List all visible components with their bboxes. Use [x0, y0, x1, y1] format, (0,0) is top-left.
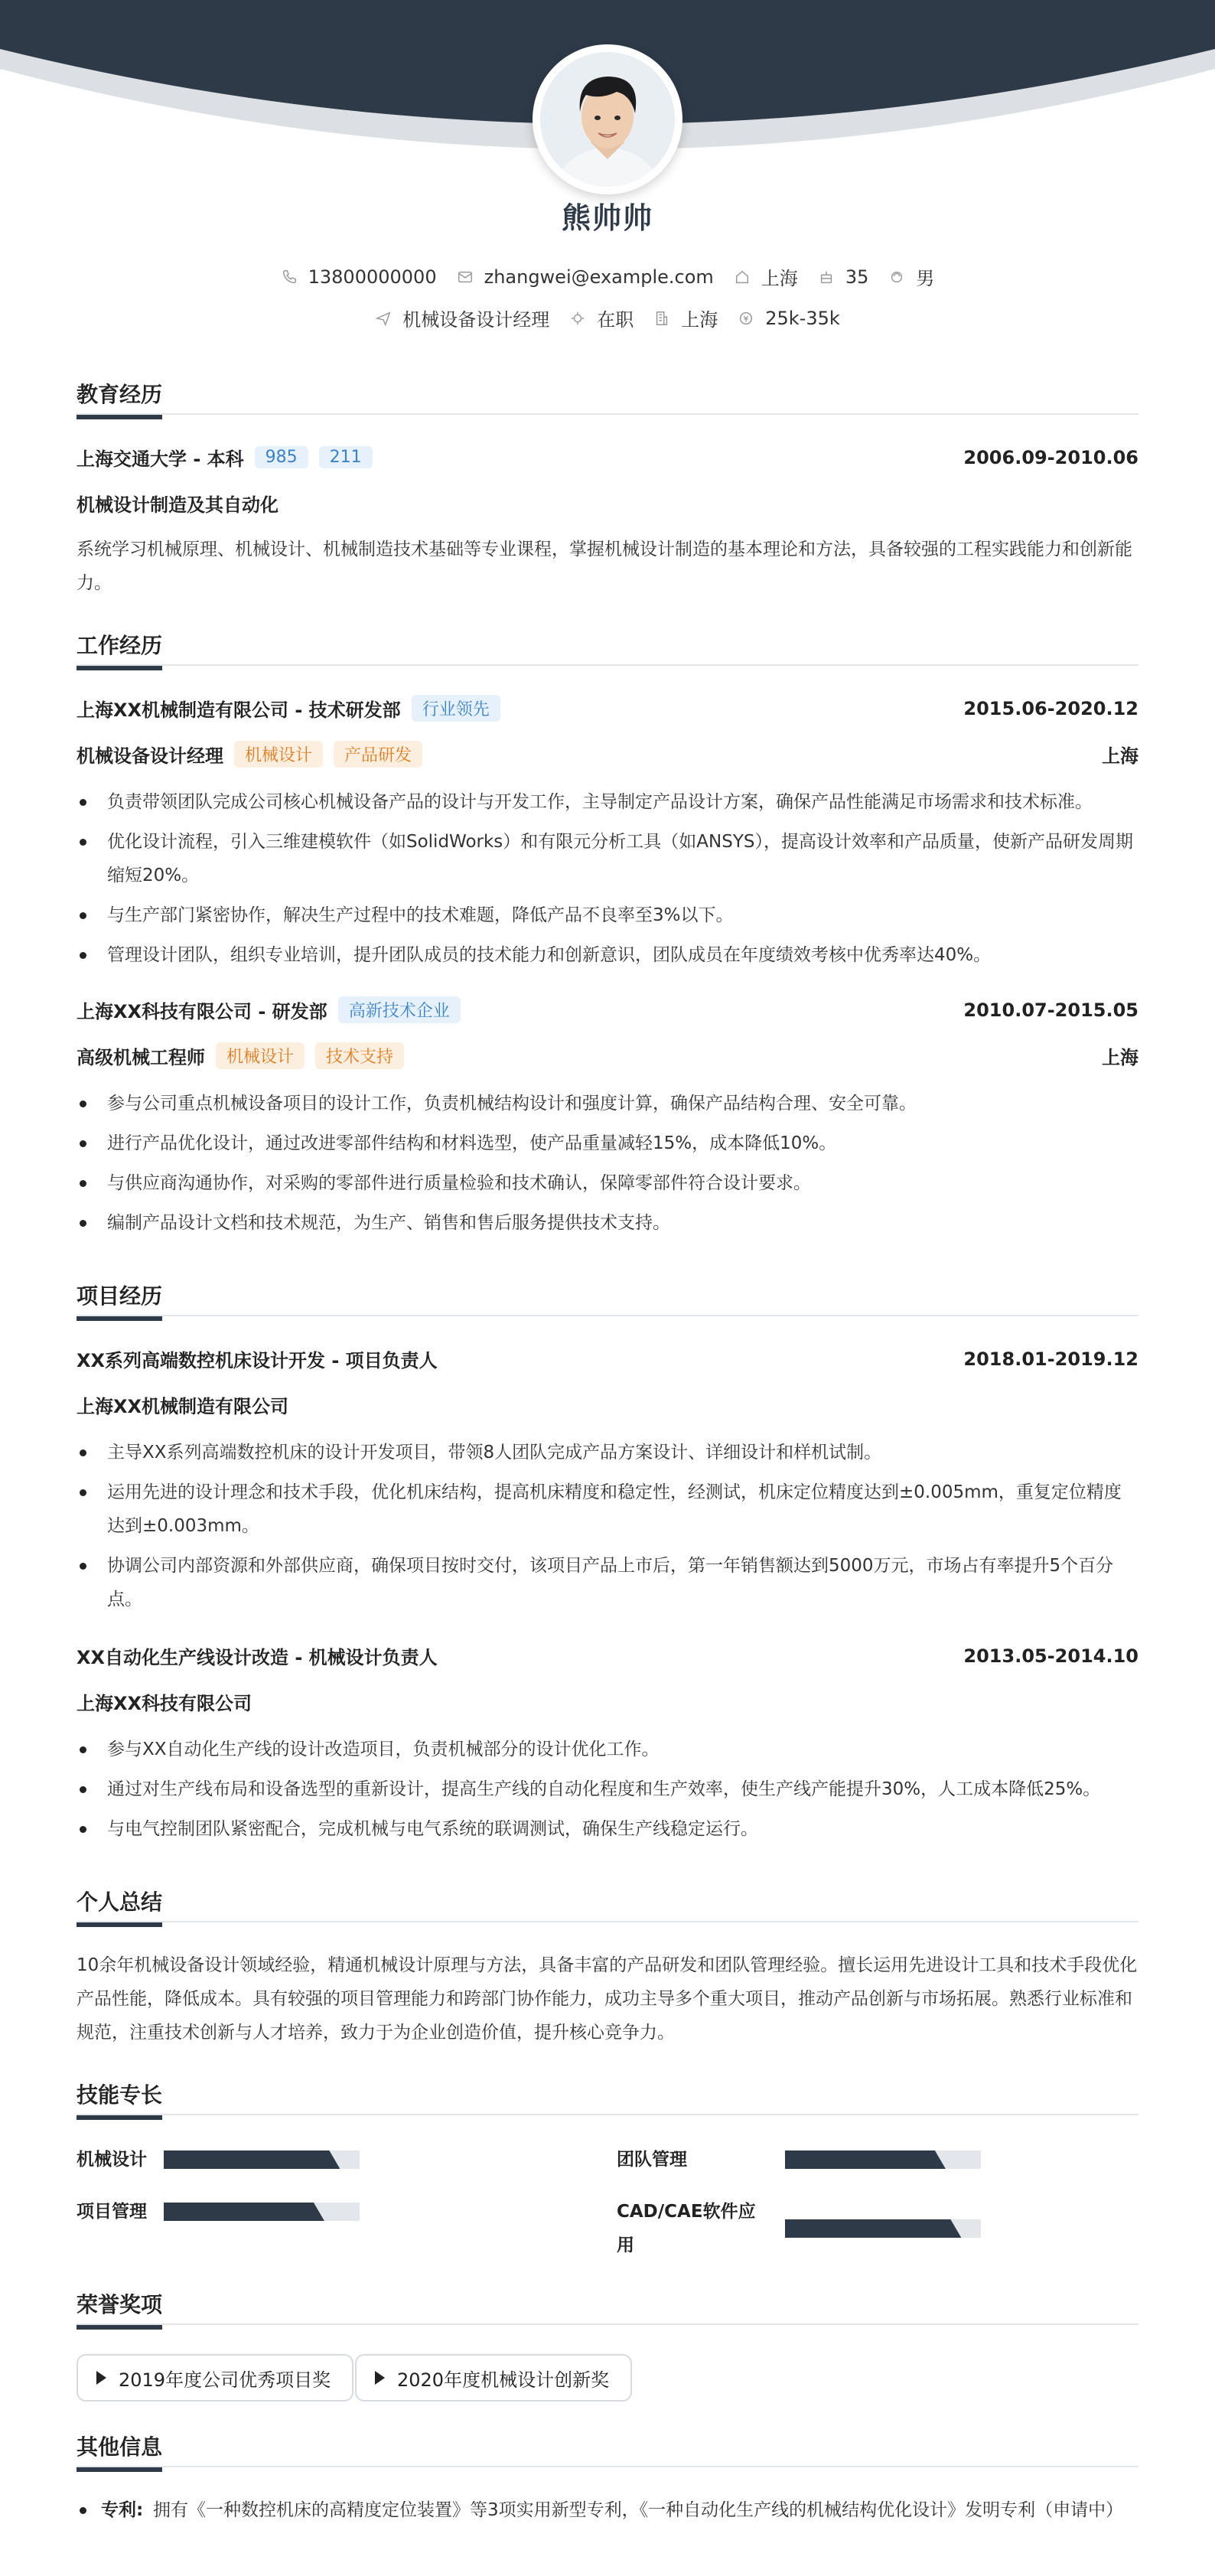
skill-bar-fill: [785, 2219, 961, 2238]
phone-text: 13800000000: [308, 266, 437, 288]
other-info: [77, 2493, 1138, 2527]
section-projects-title: 项目经历: [77, 1280, 1138, 1316]
project-title-row: [77, 1345, 1138, 1372]
bullet-dot: [80, 2507, 86, 2514]
list-item: 参与公司重点机械设备项目的设计工作，负责机械结构设计和强度计算，确保产品结构合理、安全可靠。: [77, 1087, 1138, 1120]
status-text: 在职: [597, 309, 634, 331]
summary-text: 10余年机械设备设计领域经验，精通机械设计原理与方法，具备丰富的产品研发和团队管理经验。擅长运用先进设计工具和技术手段优化产品性能，降低成本。具有较强的项目管理能力和跨部门协作能力，成功主导多个重大项目，推动产品创新与市场拓展。熟悉行业标准和规范，注重技术创新与人才培养，致力于为企业创造价值，提升核心竞争力。: [77, 1955, 1138, 2043]
job-intent-text: 机械设备设计经理: [402, 309, 550, 331]
project-period: 2013.05-2014.10: [963, 1645, 1138, 1667]
company-badge: 行业领先: [412, 695, 500, 722]
list-item: 主导XX系列高端数控机床的设计开发项目，带领8人团队完成产品方案设计、详细设计和样机试制。: [77, 1436, 1138, 1469]
location-text: 上海: [761, 268, 798, 289]
award-chip: [77, 2354, 353, 2402]
list-item: 运用先进的设计理念和技术手段，优化机床结构，提高机床精度和稳定性，经测试，机床定位精度达到±0.005mm，重复定位精度达到±0.003mm。: [77, 1475, 1138, 1543]
gender-text: 男: [916, 268, 935, 289]
list-item: 通过对生产线布局和设备选型的重新设计，提高生产线的自动化程度和生产效率，使生产线产能提升30%，人工成本降低25%。: [77, 1772, 1138, 1806]
project-bullets: [77, 1733, 1138, 1852]
list-item: 协调公司内部资源和外部供应商，确保项目按时交付，该项目产品上市后，第一年销售额达到5000万元，市场占有率提升5个百分点。: [77, 1549, 1138, 1616]
skill-name: 团队管理: [617, 2150, 687, 2170]
major: 机械设计制造及其自动化: [77, 494, 279, 516]
work-city: 上海: [1102, 745, 1138, 767]
education-desc: 系统学习机械原理、机械设计、机械制造技术基础等专业课程，掌握机械设计制造的基本理论和方法，具备较强的工程实践能力和创新能力。: [77, 540, 1132, 593]
age-icon: [818, 269, 835, 285]
section-other-title: 其他信息: [77, 2431, 1138, 2467]
skill-bar-fill: [164, 2203, 324, 2221]
work-period: 2015.06-2020.12: [963, 697, 1138, 719]
gender-icon: [888, 269, 905, 285]
work-bullets: [77, 1087, 1138, 1246]
work-company-row: [77, 695, 1138, 722]
salary-text: 25k-35k: [765, 307, 840, 329]
award-label: 2020年度机械设计创新奖: [397, 2369, 610, 2391]
work-role: 高级机械工程师: [77, 1047, 205, 1068]
project-bullets: [77, 1436, 1138, 1622]
school-tag: 211: [319, 446, 373, 468]
project-company: 上海XX机械制造有限公司: [77, 1396, 289, 1417]
education-header: [77, 444, 1138, 471]
project-company-row: [77, 1688, 1138, 1715]
avatar-frame: [533, 44, 682, 194]
city-text: 上海: [681, 309, 718, 331]
status-icon: [569, 310, 586, 327]
list-item: 与电气控制团队紧密配合，完成机械与电气系统的联调测试，确保生产线稳定运行。: [77, 1812, 1138, 1846]
skill-item: [617, 2195, 1091, 2262]
school-name: 上海交通大学 - 本科: [77, 448, 244, 470]
section-work-title: 工作经历: [77, 629, 1138, 666]
other-text: 拥有《一种数控机床的高精度定位装置》等3项实用新型专利，《一种自动化生产线的机械结构优化设计》发明专利（申请中）: [153, 2500, 1124, 2520]
contact-row: [0, 263, 1215, 290]
work-role-row: [77, 741, 1138, 768]
education-period: 2006.09-2010.06: [963, 446, 1138, 468]
awards-list: [77, 2354, 1138, 2403]
role-tag: 技术支持: [315, 1042, 404, 1069]
skill-name: 项目管理: [77, 2202, 147, 2222]
work-bullets: [77, 785, 1138, 978]
other-label: 专利:: [101, 2500, 144, 2520]
phone-icon: [281, 269, 298, 285]
project-title-row: [77, 1642, 1138, 1669]
skill-name: CAD/CAE软件应用: [617, 2202, 756, 2255]
project-title: XX自动化生产线设计改造 - 机械设计负责人: [77, 1647, 438, 1668]
avatar: [540, 52, 675, 187]
candidate-name: 熊帅帅: [561, 201, 653, 235]
list-item: 负责带领团队完成公司核心机械设备产品的设计与开发工作，主导制定产品设计方案，确保产品性能满足市场需求和技术标准。: [77, 785, 1138, 819]
education-major-row: [77, 490, 1138, 517]
project-company: 上海XX科技有限公司: [77, 1693, 252, 1714]
skill-name: 机械设计: [77, 2150, 147, 2170]
list-item: 与供应商沟通协作，对采购的零部件进行质量检验和技术确认，保障零部件符合设计要求。: [77, 1166, 1138, 1200]
school-tag: 985: [255, 446, 308, 468]
section-education-title: 教育经历: [77, 378, 1138, 415]
list-item: 与生产部门紧密协作，解决生产过程中的技术难题，降低产品不良率至3%以下。: [77, 898, 1138, 932]
work-role: 机械设备设计经理: [77, 745, 223, 767]
project-period: 2018.01-2019.12: [963, 1348, 1138, 1370]
send-icon: [375, 310, 392, 327]
role-tag: 产品研发: [334, 741, 422, 768]
intent-row: [0, 305, 1215, 331]
email-icon: [457, 269, 474, 285]
skill-item: [77, 2143, 551, 2177]
skill-bar-fill: [785, 2150, 946, 2169]
role-tag: 机械设计: [216, 1042, 305, 1069]
skill-item: [77, 2195, 551, 2229]
list-item: 进行产品优化设计，通过改进零部件结构和材料选型，使产品重量减轻15%，成本降低10%。: [77, 1127, 1138, 1160]
award-label: 2019年度公司优秀项目奖: [119, 2369, 331, 2391]
salary-icon: [738, 310, 754, 327]
work-company: 上海XX科技有限公司 - 研发部: [77, 1001, 327, 1022]
play-icon: [375, 2371, 385, 2385]
role-tag: 机械设计: [234, 741, 323, 768]
skill-item: [617, 2143, 1091, 2177]
section-skills-title: 技能专长: [77, 2079, 1138, 2115]
list-item: 管理设计团队，组织专业培训，提升团队成员的技术能力和创新意识，团队成员在年度绩效考核中优秀率达40%。: [77, 938, 1138, 972]
skill-bar: [785, 2150, 981, 2169]
work-company: 上海XX机械制造有限公司 - 技术研发部: [77, 699, 401, 721]
skill-bar: [785, 2219, 981, 2238]
work-role-row: [77, 1042, 1138, 1069]
play-icon: [96, 2371, 106, 2385]
work-company-row: [77, 996, 1138, 1023]
company-badge: 高新技术企业: [338, 996, 461, 1023]
list-item: 参与XX自动化生产线的设计改造项目，负责机械部分的设计优化工作。: [77, 1733, 1138, 1766]
work-period: 2010.07-2015.05: [963, 999, 1138, 1021]
home-icon: [734, 269, 751, 285]
skill-bar: [164, 2203, 360, 2221]
age-text: 35: [845, 266, 869, 288]
skill-bar: [164, 2150, 360, 2169]
section-awards-title: 荣誉奖项: [77, 2288, 1138, 2325]
list-item: 优化设计流程，引入三维建模软件（如SolidWorks）和有限元分析工具（如ANSYS），提高设计效率和产品质量，使新产品研发周期缩短20%。: [77, 825, 1138, 892]
award-chip: [355, 2354, 632, 2402]
work-city: 上海: [1102, 1047, 1138, 1068]
project-title: XX系列高端数控机床设计开发 - 项目负责人: [77, 1350, 438, 1371]
email-text: zhangwei@example.com: [484, 266, 714, 288]
project-company-row: [77, 1391, 1138, 1418]
list-item: 编制产品设计文档和技术规范，为生产、销售和售后服务提供技术支持。: [77, 1206, 1138, 1240]
skill-bar-fill: [164, 2150, 340, 2169]
building-icon: [653, 310, 670, 327]
section-summary-title: 个人总结: [77, 1886, 1138, 1922]
